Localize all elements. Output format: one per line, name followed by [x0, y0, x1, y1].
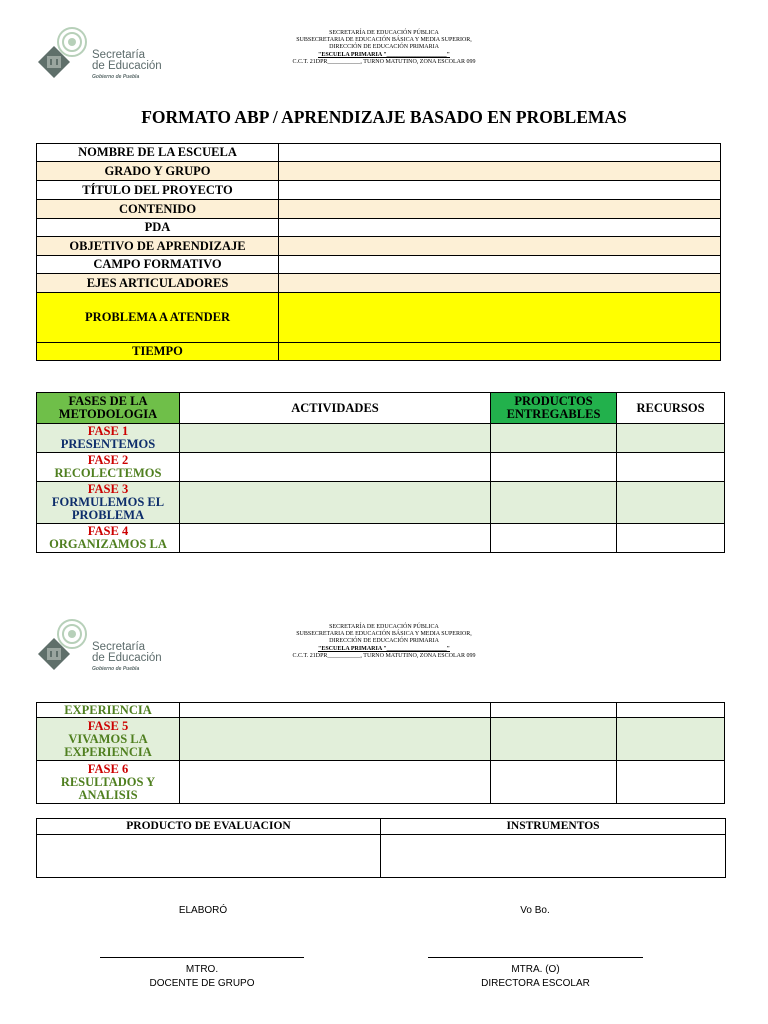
- sep-emblem-icon: [34, 22, 88, 88]
- product-cell[interactable]: [491, 718, 617, 761]
- logo-subtitle: Gobierno de Puebla: [92, 666, 140, 672]
- phase-row: [37, 482, 725, 524]
- header-line-2: SUBSECRETARIA DE EDUCACIÓN BÁSICA Y MEDIA SUPERIOR,: [296, 37, 472, 44]
- activity-cell[interactable]: [180, 453, 491, 482]
- info-label: CAMPO FORMATIVO: [37, 256, 279, 274]
- page-title: FORMATO ABP / APRENDIZAJE BASADO EN PROBLEMAS: [141, 107, 627, 127]
- phase-name: VIVAMOS LA EXPERIENCIA: [64, 731, 152, 759]
- evaluation-header-row: [37, 819, 726, 835]
- phase-number: FASE 5: [87, 718, 129, 733]
- evaluation-table: [36, 818, 726, 878]
- header-line-5: C.C.T. 21DPR___________, TURNO MATUTINO, ZONA ESCOLAR 099: [292, 652, 476, 659]
- phase-name: ORGANIZAMOS LA: [49, 537, 167, 551]
- info-value[interactable]: [279, 200, 721, 219]
- resource-cell[interactable]: [617, 453, 725, 482]
- info-label: PDA: [37, 219, 279, 237]
- phase-number: FASE 6: [87, 761, 129, 776]
- info-row: [37, 162, 721, 181]
- info-row: [37, 200, 721, 219]
- logo-line-2: de Educación: [92, 60, 162, 72]
- recursos-header: RECURSOS: [617, 393, 725, 424]
- header-line-2: SUBSECRETARIA DE EDUCACIÓN BÁSICA Y MEDIA SUPERIOR,: [296, 631, 472, 638]
- phase-cell: [37, 453, 180, 482]
- sep-logo: [34, 614, 174, 680]
- info-row: [37, 237, 721, 256]
- phase-number: FASE 3: [87, 482, 129, 496]
- activity-cell[interactable]: [180, 761, 491, 804]
- header-line-1: SECRETARÍA DE EDUCACIÓN PÚBLICA: [329, 30, 439, 36]
- activity-cell[interactable]: [180, 482, 491, 524]
- info-row: [37, 219, 721, 237]
- phase-number: FASE 2: [87, 453, 129, 467]
- phase-cell: [37, 703, 180, 718]
- phase-number: FASE 1: [87, 424, 129, 438]
- product-cell[interactable]: [491, 453, 617, 482]
- header-line-3: DIRECCIÓN DE EDUCACIÓN PRIMARIA: [329, 638, 439, 645]
- phase-number: FASE 4: [87, 524, 129, 538]
- info-label: EJES ARTICULADORES: [37, 274, 279, 293]
- info-row: [37, 293, 721, 343]
- info-value[interactable]: [279, 181, 721, 200]
- logo-line-1: Secretaría: [92, 641, 146, 653]
- phase-row: [37, 524, 725, 553]
- info-label: TIEMPO: [37, 343, 279, 361]
- info-value[interactable]: [279, 162, 721, 181]
- info-value[interactable]: [279, 343, 721, 361]
- evaluation-row: [37, 835, 726, 878]
- info-row: [37, 256, 721, 274]
- resource-cell[interactable]: [617, 761, 725, 804]
- phase-cell: [37, 424, 180, 453]
- phases-table-continued: [36, 702, 725, 804]
- info-value[interactable]: [279, 293, 721, 343]
- resource-cell[interactable]: [617, 703, 725, 718]
- info-value[interactable]: [279, 144, 721, 162]
- official-header: [250, 30, 518, 66]
- info-label: TÍTULO DEL PROYECTO: [37, 181, 279, 200]
- product-cell[interactable]: [491, 761, 617, 804]
- sep-emblem-icon: [34, 614, 88, 680]
- resource-cell[interactable]: [617, 482, 725, 524]
- info-value[interactable]: [279, 274, 721, 293]
- info-label: CONTENIDO: [37, 200, 279, 219]
- signature-left-name: MTRO.: [185, 964, 219, 975]
- info-row: [37, 181, 721, 200]
- phase-name: PRESENTEMOS: [60, 437, 156, 451]
- info-value[interactable]: [279, 237, 721, 256]
- product-cell[interactable]: [491, 482, 617, 524]
- actividades-header: ACTIVIDADES: [180, 393, 491, 424]
- resource-cell[interactable]: [617, 524, 725, 553]
- header-line-4: "ESCUELA PRIMARIA "____________________": [317, 645, 450, 652]
- phase-row: [37, 761, 725, 804]
- productos-header: PRODUCTOS ENTREGABLES: [491, 393, 617, 424]
- signature-left-caption: ELABORÓ: [178, 905, 228, 916]
- info-label: OBJETIVO DE APRENDIZAJE: [37, 237, 279, 256]
- info-row: [37, 343, 721, 361]
- info-value[interactable]: [279, 256, 721, 274]
- info-label: GRADO Y GRUPO: [37, 162, 279, 181]
- product-cell[interactable]: [491, 424, 617, 453]
- logo-subtitle: Gobierno de Puebla: [92, 74, 140, 80]
- official-header: [250, 624, 518, 660]
- logo-line-1: Secretaría: [92, 49, 146, 61]
- info-label: PROBLEMA A ATENDER: [37, 293, 279, 343]
- phase-cell: [37, 524, 180, 553]
- product-cell[interactable]: [491, 703, 617, 718]
- activity-cell[interactable]: [180, 718, 491, 761]
- evaluation-product-header: PRODUCTO DE EVALUACION: [37, 819, 381, 835]
- signature-right-role: DIRECTORA ESCOLAR: [481, 978, 590, 989]
- phase-cell: [37, 718, 180, 761]
- info-row: [37, 144, 721, 162]
- phase-cell: [37, 761, 180, 804]
- phases-header-row: [37, 393, 725, 424]
- sep-logo: [34, 22, 174, 88]
- signature-line-right: [428, 957, 643, 958]
- activity-cell[interactable]: [180, 524, 491, 553]
- header-line-4: "ESCUELA PRIMARIA "____________________": [317, 51, 450, 58]
- phase-row: [37, 453, 725, 482]
- resource-cell[interactable]: [617, 718, 725, 761]
- evaluation-instruments-cell[interactable]: [381, 835, 726, 878]
- logo-line-2: de Educación: [92, 652, 162, 664]
- phase-row: [37, 703, 725, 718]
- project-info-table: [36, 143, 721, 361]
- phase-row: [37, 718, 725, 761]
- product-cell[interactable]: [491, 524, 617, 553]
- signature-right-name: MTRA. (O): [511, 964, 560, 975]
- info-label: NOMBRE DE LA ESCUELA: [37, 144, 279, 162]
- info-row: [37, 274, 721, 293]
- info-value[interactable]: [279, 219, 721, 237]
- phase-name: FORMULEMOS EL PROBLEMA: [51, 495, 165, 522]
- phases-table: [36, 392, 725, 553]
- evaluation-instruments-header: INSTRUMENTOS: [381, 819, 726, 835]
- activity-cell[interactable]: [180, 703, 491, 718]
- phase-name: RECOLECTEMOS: [54, 466, 162, 480]
- header-line-3: DIRECCIÓN DE EDUCACIÓN PRIMARIA: [329, 44, 439, 51]
- fases-header: FASES DE LA METODOLOGIA: [37, 393, 180, 424]
- activity-cell[interactable]: [180, 424, 491, 453]
- phase-name: RESULTADOS Y ANALISIS: [60, 774, 156, 802]
- phase-name: EXPERIENCIA: [64, 702, 152, 717]
- evaluation-product-cell[interactable]: [37, 835, 381, 878]
- header-line-1: SECRETARÍA DE EDUCACIÓN PÚBLICA: [329, 624, 439, 630]
- header-line-5: C.C.T. 21DPR___________, TURNO MATUTINO, ZONA ESCOLAR 099: [292, 58, 476, 65]
- phase-cell: [37, 482, 180, 524]
- resource-cell[interactable]: [617, 424, 725, 453]
- signature-left-role: DOCENTE DE GRUPO: [149, 978, 255, 989]
- signature-right-caption: Vo Bo.: [520, 905, 550, 916]
- signature-line-left: [100, 957, 304, 958]
- phase-row: [37, 424, 725, 453]
